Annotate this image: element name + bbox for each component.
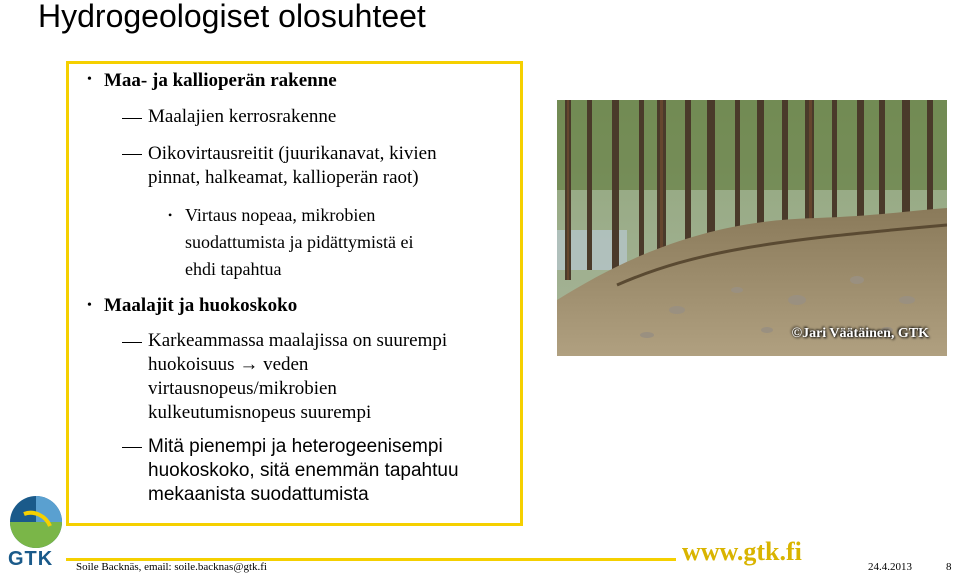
item-kerrosrakenne: Maalajien kerrosrakenne — [148, 106, 337, 127]
heading-rakenne: Maa- ja kallioperän rakenne — [104, 70, 337, 91]
item-oikovirtaus-line2: pinnat, halkeamat, kallioperän raot) — [148, 167, 419, 188]
item-virtaus-line1: Virtaus nopeaa, mikrobien — [185, 205, 376, 225]
item-pienempi-line2: huokoskoko, sitä enemmän tapahtuu — [148, 460, 459, 481]
footer-author: Soile Backnäs, email: soile.backnas@gtk.fi — [76, 561, 267, 573]
photo-credit: ©Jari Väätäinen, GTK — [791, 326, 929, 341]
bullet-icon: • — [87, 298, 92, 313]
item-karkeampi-line2: huokoisuus → veden — [148, 354, 309, 375]
slide-title: Hydrogeologiset olosuhteet — [38, 0, 426, 34]
bullet-icon: • — [168, 208, 173, 222]
footer-date: 24.4.2013 — [868, 561, 912, 573]
website-link[interactable]: www.gtk.fi — [682, 537, 802, 566]
item-virtaus-line2: suodattumista ja pidättymistä ei — [185, 232, 414, 252]
forest-photo — [557, 100, 947, 356]
item-pienempi-line3: mekaanista suodattumista — [148, 484, 369, 505]
dash-icon — [122, 342, 142, 343]
item-karkeampi-line3: virtausnopeus/mikrobien — [148, 378, 337, 399]
dash-icon — [122, 118, 142, 119]
item-karkeampi-line1: Karkeammassa maalajissa on suurempi — [148, 330, 448, 351]
page-number: 8 — [946, 561, 952, 573]
item-virtaus-line3: ehdi tapahtua — [185, 259, 282, 279]
forest-illustration — [557, 100, 947, 356]
gtk-logo-text: GTK — [8, 548, 54, 570]
item-oikovirtaus-line1: Oikovirtausreitit (juurikanavat, kivien — [148, 143, 437, 164]
item-pienempi-line1: Mitä pienempi ja heterogeenisempi — [148, 436, 443, 457]
item-karkeampi-line4: kulkeutumisnopeus suurempi — [148, 402, 372, 423]
bullet-icon: • — [87, 72, 92, 87]
dash-icon — [122, 154, 142, 155]
heading-huokoskoko: Maalajit ja huokoskoko — [104, 295, 298, 316]
dash-icon — [122, 447, 142, 448]
